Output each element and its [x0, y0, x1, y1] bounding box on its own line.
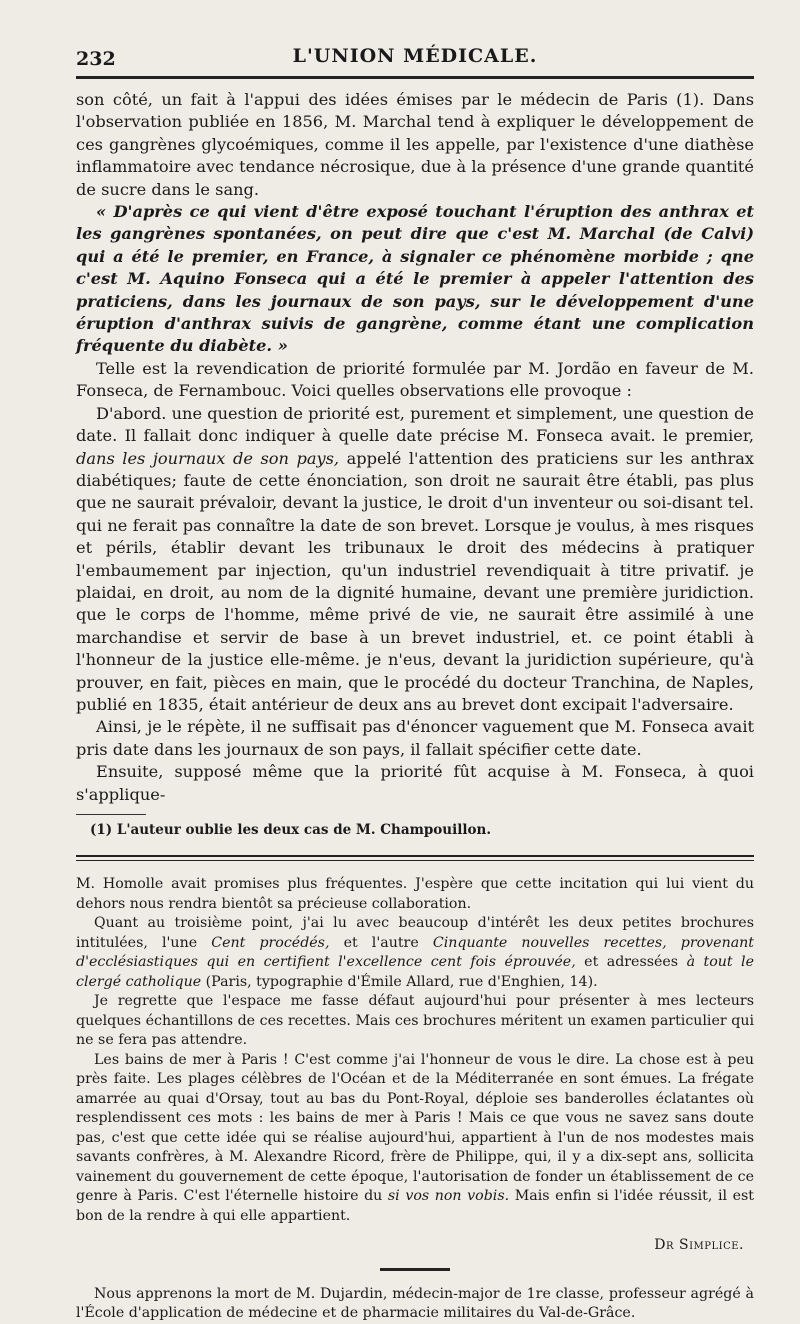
paragraph-4 — [76, 403, 754, 717]
signature: Dr Simplice. — [654, 1237, 744, 1253]
feuilleton-p2-emphasis-2: Cinquante nouvelles recettes, provenant d'ecclésiastiques qui en certifient l'excellence cent fois éprouvée, — [76, 934, 754, 970]
paragraph-4-emphasis: dans les journaux de son pays, — [76, 448, 340, 468]
death-notice: Nous apprenons la mort de M. Dujardin, médecin-major de 1re classe, professeur agrégé à l'École d'application de médecine et de pharmacie militaires du Val-de-Grâce. — [76, 1285, 754, 1322]
quoted-paragraph: « D'après ce qui vient d'être exposé touchant l'éruption des anthrax et les gangrènes spontanées, on peut dire que c'est M. Marchal (de Calvi) qui a été le premier, en France, à signaler ce phénomène morbide ; qne c'est M. Aquino Fonseca qui a été le premier à appeler l'attention des praticiens, dans les journaux de son pays, sur le développement d'une éruption d'anthrax suivis de gangrène, comme étant une complication fréquente du diabète. » — [76, 202, 754, 356]
page-header — [76, 0, 754, 70]
paragraph-1: son côté, un fait à l'appui des idées émises par le médecin de Paris (1). Dans l'observation publiée en 1856, M. Marchal tend à expliquer le développement de ces gangrènes glycoémiques, comme il les appelle, par l'existence d'une diathèse inflammatoire avec tendance nécrosique, due à la présence d'une grande quantité de sucre dans le sang. — [76, 90, 754, 199]
feuilleton-p2-text-b: et l'autre — [343, 934, 419, 951]
feuilleton-p2-emphasis-1: Cent procédés, — [211, 934, 330, 951]
feuilleton-paragraph-3: Je regrette que l'espace me fasse défaut aujourd'hui pour présenter à mes lecteurs quelques échantillons de ces recettes. Mais ces brochures méritent un examen particulier qui ne se fera pas attendre. — [76, 993, 754, 1048]
footnote: (1) L'auteur oublie les deux cas de M. Champouillon. — [90, 822, 492, 838]
header-rule — [76, 76, 754, 79]
paragraph-6: Ensuite, supposé même que la priorité fût acquise à M. Fonseca, à quoi s'applique- — [76, 762, 754, 804]
feuilleton-divider — [76, 855, 754, 861]
feuilleton-paragraph-2 — [76, 914, 754, 992]
feuilleton-paragraph-4 — [76, 1051, 754, 1227]
page-number: 232 — [76, 48, 116, 70]
notice-divider — [380, 1268, 450, 1271]
paragraph-4-text-a: D'abord. une question de priorité est, purement et simplement, une question de date. Il fallait donc indiquer à quelle date précise M. Fonseca avait. le premier, — [76, 403, 754, 446]
feuilleton-p4-text-b: Mais enfin si l'idée réussit, il est bon de la rendre à qui elle appartient. — [76, 1188, 755, 1224]
paragraph-5: Ainsi, je le répète, il ne suffisait pas d'énoncer vaguement que M. Fonseca avait pris date dans les journaux de son pays, il fallait spécifier cette date. — [76, 717, 754, 759]
main-article — [76, 89, 754, 806]
paragraph-4-text-b: appelé l'attention des praticiens sur les anthrax diabétiques; faute de cette énonciation, son droit ne saurait être établi, pas plus que ne saurait prévaloir, devant la justice, le droit d'un inventeur ou soi-disant tel. qui ne ferait pas connaître la date de son brevet. Lorsque je voulus, à mes risques et périls, établir devant les tribunaux le droit des médecins à pratiquer l'embaumement par injection, qu'un industriel revendiquait à titre privatif. je plaidai, en droit, au nom de la dignité humaine, devant une première juridiction. que le corps de l'homme, même privé de vie, ne saurait être assimilé à une marchandise et servir de base à un brevet industriel, et. ce point établi à l'honneur de la justice elle-même. je n'eus, devant la juridiction supérieure, qu'à prouver, en fait, pièces en main, que le procédé du docteur Tranchina, de Naples, publié en 1835, était antérieur de deux ans au brevet dont excipait l'adversaire. — [76, 448, 754, 714]
paragraph-3: Telle est la revendication de priorité formulée par M. Jordão en faveur de M. Fonseca, de Fernambouc. Voici quelles observations elle provoque : — [76, 358, 754, 401]
feuilleton-p2-text-a: Quant au troisième point, j'ai lu avec beaucoup d'intérêt les deux petites brochures intitulées, l'une — [76, 915, 754, 951]
feuilleton-p2-text-d: (Paris, typographie d'Émile Allard, rue d'Enghien, 14). — [205, 973, 598, 990]
running-title: L'UNION MÉDICALE. — [292, 45, 538, 67]
footnote-rule — [76, 814, 146, 815]
feuilleton-p2-emphasis-3: à tout le clergé catholique — [76, 954, 754, 990]
feuilleton-p2-text-c: et adressées — [584, 954, 679, 970]
feuilleton-section — [76, 875, 754, 1256]
feuilleton-p4-emphasis: si vos non vobis. — [387, 1188, 510, 1204]
feuilleton-p4-text-a: Les bains de mer à Paris ! C'est comme j'ai l'honneur de vous le dire. La chose est à peu près faite. Les plages célèbres de l'Océan et de la Méditerranée en sont émues. La frégate amarrée au quai d'Orsay, tout au bas du Pont-Royal, déploie ses banderolles éclatantes où resplendissent ces mots : les bains de mer à Paris ! Mais ce que vous ne savez sans doute pas, c'est que cette idée qui se réalise aujourd'hui, appartient à l'un de nos modestes mais savants confrères, à M. Alexandre Ricord, frère de Philippe, qui, il y a dix-sept ans, sollicita vainement du gouvernement de cette époque, l'autorisation de fonder un établissement de ce genre à Paris. C'est l'éternelle histoire du — [76, 1051, 754, 1204]
feuilleton-paragraph-1: M. Homolle avait promises plus fréquentes. J'espère que cette incitation qui lui vient du dehors nous rendra bientôt sa précieuse collaboration. — [76, 876, 754, 912]
